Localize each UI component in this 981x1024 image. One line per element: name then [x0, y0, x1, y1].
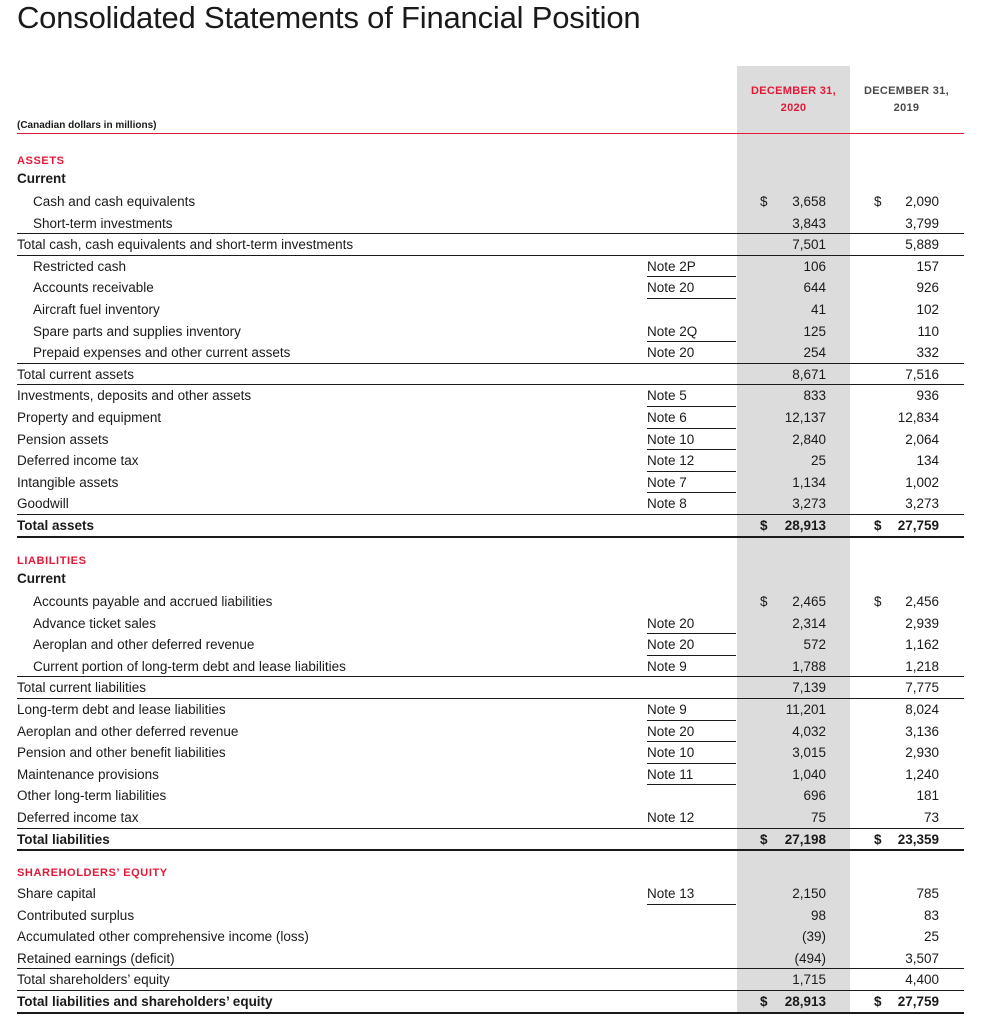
- table-row: [0, 807, 981, 829]
- table-row: [0, 721, 981, 743]
- value-2019: 102: [916, 302, 939, 317]
- note-reference: Note 2Q: [647, 323, 698, 339]
- currency-symbol-2020: $: [760, 831, 768, 847]
- table-row: [0, 191, 981, 213]
- value-2019: 8,024: [905, 702, 939, 717]
- currency-symbol-2020: $: [760, 594, 768, 609]
- value-2019: 7,516: [905, 366, 939, 382]
- value-2019: 3,799: [905, 215, 939, 231]
- row-label: Aeroplan and other deferred revenue: [33, 637, 255, 653]
- value-2019: 83: [923, 907, 939, 923]
- section-subheading: Current: [17, 571, 66, 586]
- value-2020: 1,715: [792, 972, 826, 988]
- note-reference: Note 20: [647, 280, 695, 296]
- row-label: Property and equipment: [17, 410, 162, 425]
- currency-symbol-2019: $: [874, 594, 882, 609]
- value-2020: 98: [810, 907, 826, 923]
- row-label: Accounts receivable: [33, 280, 154, 296]
- value-2019: 332: [916, 345, 939, 361]
- value-2020: 27,198: [784, 831, 826, 847]
- table-row: [0, 234, 981, 256]
- value-2020: 1,040: [792, 766, 826, 782]
- row-label: Other long-term liabilities: [17, 788, 167, 804]
- value-2019: 25: [923, 929, 939, 945]
- table-row: [0, 450, 981, 472]
- table-row: [0, 407, 981, 429]
- table-row: [0, 591, 981, 613]
- note-reference: Note 8: [647, 496, 687, 512]
- value-2020: 3,843: [792, 215, 826, 231]
- table-row: [0, 969, 981, 991]
- row-label: Maintenance provisions: [17, 766, 159, 782]
- value-2020: 1,134: [792, 474, 826, 490]
- row-label: Total cash, cash equivalents and short-term investments: [17, 237, 354, 253]
- value-2019: 5,889: [905, 237, 939, 253]
- table-row: [0, 472, 981, 494]
- column-header-2019-line2: 2019: [893, 102, 920, 114]
- page-title: Consolidated Statements of Financial Position: [17, 0, 641, 35]
- table-row: [0, 213, 981, 235]
- column-header-2019-line1: DECEMBER 31,: [864, 85, 949, 97]
- value-2020: 41: [810, 302, 826, 317]
- note-reference: Note 10: [647, 745, 695, 761]
- value-2019: 2,064: [905, 431, 939, 447]
- value-2019: 936: [916, 388, 939, 404]
- value-2020: 7,139: [792, 680, 826, 696]
- row-label: Intangible assets: [17, 474, 119, 490]
- value-2019: 926: [916, 280, 939, 296]
- value-2019: 2,939: [905, 615, 939, 631]
- value-2019: 3,273: [905, 496, 939, 512]
- value-2020: 254: [803, 345, 826, 361]
- row-label: Retained earnings (deficit): [17, 950, 175, 966]
- value-2019: 1,218: [905, 658, 939, 674]
- column-header-2020-line1: DECEMBER 31,: [751, 85, 836, 97]
- table-row: [0, 699, 981, 721]
- note-reference: Note 2P: [647, 258, 696, 274]
- note-reference: Note 13: [647, 886, 695, 901]
- column-header-2020: [737, 83, 850, 117]
- note-reference: Note 6: [647, 410, 687, 425]
- note-reference: Note 20: [647, 723, 695, 739]
- row-label: Pension and other benefit liabilities: [17, 745, 226, 761]
- table-row: [0, 364, 981, 386]
- table-row: [0, 321, 981, 343]
- table-row: [0, 991, 981, 1013]
- value-2019: 2,090: [905, 194, 939, 209]
- section-heading: SHAREHOLDERS’ EQUITY: [17, 867, 168, 879]
- currency-symbol-2019: $: [874, 831, 882, 847]
- value-2019: 110: [917, 323, 939, 339]
- note-reference: Note 5: [647, 388, 687, 404]
- row-label: Goodwill: [17, 496, 69, 512]
- row-label: Prepaid expenses and other current assets: [33, 345, 291, 361]
- currency-symbol-2020: $: [760, 994, 768, 1009]
- table-row: [0, 785, 981, 807]
- value-2019: 12,834: [897, 410, 939, 425]
- value-2020: 3,273: [792, 496, 826, 512]
- section-subheading: Current: [17, 171, 66, 186]
- value-2020: 8,671: [792, 366, 826, 382]
- table-row: [0, 742, 981, 764]
- value-2019: 23,359: [897, 831, 939, 847]
- currency-symbol-2019: $: [874, 194, 882, 209]
- value-2020: 1,788: [792, 658, 826, 674]
- value-2020: 28,913: [784, 518, 826, 533]
- value-2019: 73: [923, 810, 939, 825]
- table-row: [0, 829, 981, 851]
- row-label: Deferred income tax: [17, 453, 139, 469]
- value-2020: 12,137: [784, 410, 826, 425]
- note-reference: Note 7: [647, 474, 687, 490]
- row-label: Advance ticket sales: [33, 615, 157, 631]
- row-label: Total current liabilities: [17, 680, 147, 696]
- total-rule: [17, 1012, 964, 1014]
- value-2019: 3,507: [905, 950, 939, 966]
- table-row: [0, 883, 981, 905]
- value-2020: 4,032: [792, 723, 826, 739]
- note-reference: Note 12: [647, 810, 695, 825]
- value-2020: 2,465: [792, 594, 826, 609]
- row-label: Share capital: [17, 886, 96, 901]
- value-2019: 3,136: [905, 723, 939, 739]
- row-label: Total liabilities and shareholders’ equity: [17, 994, 273, 1009]
- table-row: [0, 948, 981, 970]
- value-2020: 2,150: [792, 886, 826, 901]
- value-2020: 3,658: [792, 194, 826, 209]
- value-2019: 1,162: [905, 637, 939, 653]
- section-heading: ASSETS: [17, 155, 65, 167]
- row-label: Deferred income tax: [17, 810, 139, 825]
- row-label: Current portion of long-term debt and lease liabilities: [33, 658, 346, 674]
- column-header-2020-line2: 2020: [780, 102, 807, 114]
- row-label: Total assets: [17, 518, 95, 533]
- value-2020: 11,201: [785, 702, 826, 717]
- note-reference: Note 12: [647, 453, 695, 469]
- note-reference: Note 9: [647, 702, 687, 717]
- table-row: [0, 429, 981, 451]
- value-2020: 2,840: [792, 431, 826, 447]
- table-row: [0, 656, 981, 678]
- header-divider: [17, 133, 964, 134]
- row-label: Cash and cash equivalents: [33, 194, 196, 209]
- row-label: Restricted cash: [33, 258, 127, 274]
- currency-symbol-2019: $: [874, 994, 882, 1009]
- row-label: Total liabilities: [17, 831, 110, 847]
- table-row: [0, 342, 981, 364]
- row-label: Aeroplan and other deferred revenue: [17, 723, 239, 739]
- table-row: [0, 905, 981, 927]
- total-rule: [17, 536, 964, 538]
- value-2019: 157: [916, 258, 939, 274]
- row-label: Contributed surplus: [17, 907, 135, 923]
- table-row: [0, 764, 981, 786]
- note-reference: Note 9: [647, 658, 687, 674]
- value-2020: (494): [794, 950, 826, 966]
- table-row: [0, 613, 981, 635]
- currency-symbol-2019: $: [874, 518, 882, 533]
- table-row: [0, 299, 981, 321]
- table-row: [0, 677, 981, 699]
- value-2020: 3,015: [792, 745, 826, 761]
- value-2020: 106: [803, 258, 826, 274]
- value-2019: 7,775: [905, 680, 939, 696]
- value-2020: 7,501: [792, 237, 826, 253]
- row-label: Aircraft fuel inventory: [33, 302, 160, 317]
- table-row: [0, 634, 981, 656]
- note-reference: Note 20: [647, 637, 695, 653]
- value-2020: 28,913: [784, 994, 826, 1009]
- value-2019: 785: [916, 886, 939, 901]
- row-label: Short-term investments: [33, 215, 173, 231]
- note-reference: Note 20: [647, 345, 695, 361]
- value-2019: 27,759: [897, 518, 939, 533]
- row-label: Spare parts and supplies inventory: [33, 323, 241, 339]
- value-2019: 1,240: [905, 766, 939, 782]
- note-reference: Note 20: [647, 615, 695, 631]
- table-row: [0, 256, 981, 278]
- section-heading: LIABILITIES: [17, 555, 87, 567]
- value-2020: (39): [801, 929, 826, 945]
- value-2020: 25: [810, 453, 826, 469]
- value-2020: 833: [803, 388, 826, 404]
- row-label: Total current assets: [17, 366, 135, 382]
- column-header-2019: [850, 83, 963, 117]
- total-rule: [17, 849, 964, 851]
- row-label: Accounts payable and accrued liabilities: [33, 594, 273, 609]
- value-2019: 134: [916, 453, 939, 469]
- value-2019: 181: [916, 788, 939, 804]
- value-2020: 644: [803, 280, 826, 296]
- note-reference: Note 10: [647, 431, 695, 447]
- value-2020: 2,314: [792, 615, 826, 631]
- value-2019: 2,456: [905, 594, 939, 609]
- row-label: Accumulated other comprehensive income (loss): [17, 929, 309, 945]
- value-2019: 1,002: [905, 474, 939, 490]
- currency-symbol-2020: $: [760, 194, 768, 209]
- table-row: [0, 515, 981, 537]
- row-label: Total shareholders’ equity: [17, 972, 170, 988]
- table-row: [0, 926, 981, 948]
- row-label: Investments, deposits and other assets: [17, 388, 252, 404]
- table-row: [0, 493, 981, 515]
- value-2019: 27,759: [897, 994, 939, 1009]
- table-row: [0, 385, 981, 407]
- currency-symbol-2020: $: [760, 518, 768, 533]
- value-2019: 4,400: [905, 972, 939, 988]
- value-2020: 125: [803, 323, 826, 339]
- value-2020: 572: [803, 637, 826, 653]
- value-2020: 696: [803, 788, 826, 804]
- row-label: Long-term debt and lease liabilities: [17, 702, 226, 717]
- table-row: [0, 277, 981, 299]
- row-label: Pension assets: [17, 431, 109, 447]
- units-caption: (Canadian dollars in millions): [17, 120, 157, 131]
- value-2019: 2,930: [905, 745, 939, 761]
- note-reference: Note 11: [647, 766, 694, 782]
- value-2020: 75: [810, 810, 826, 825]
